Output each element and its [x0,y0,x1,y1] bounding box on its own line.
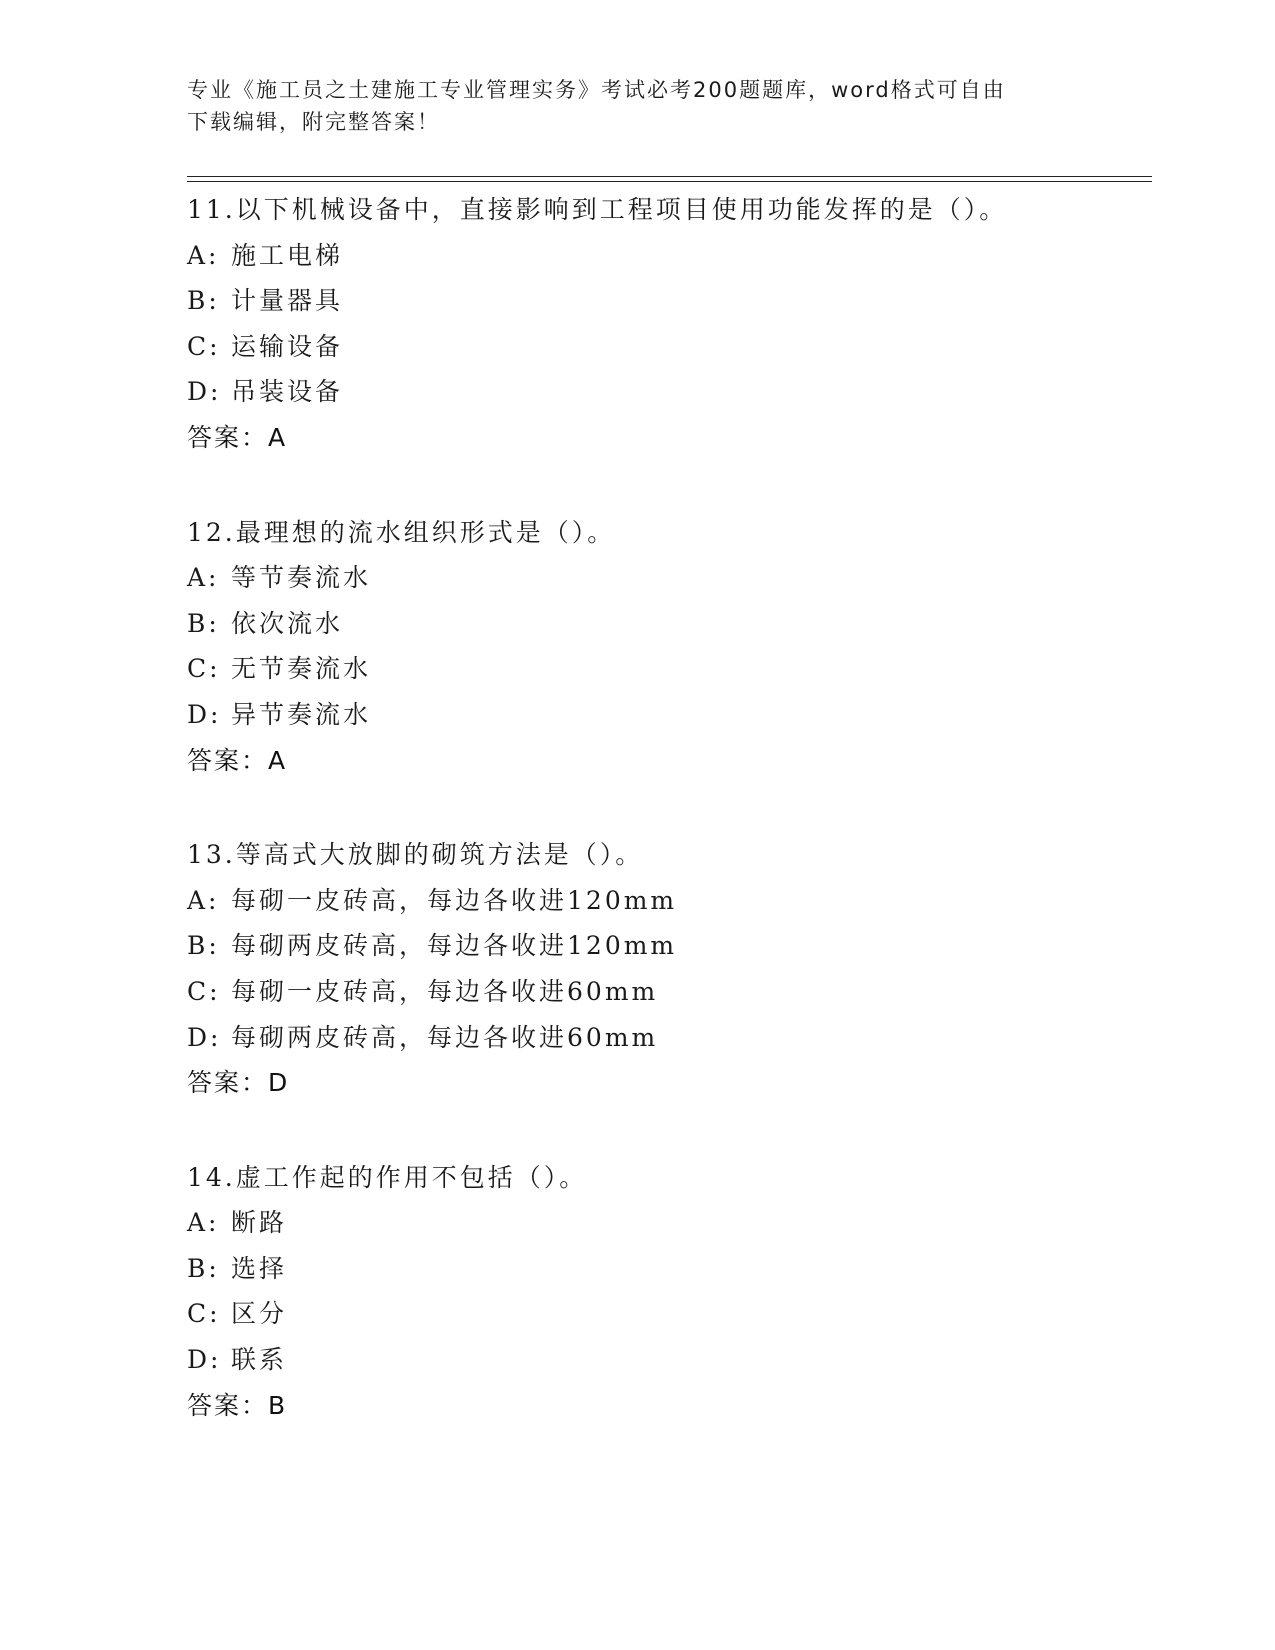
option-b [187,601,1147,647]
question-stem: 11.以下机械设备中，直接影响到工程项目使用功能发挥的是（）。 [187,195,1008,224]
option-label: C: [187,976,221,1006]
option-text: 等节奏流水 [231,563,372,593]
question-list [187,187,1147,1477]
option-label: C: [187,1299,221,1329]
option-text: 依次流水 [231,608,344,638]
option-text: 区分 [231,1299,288,1329]
question-stem: 13.等高式大放脚的砌筑方法是（）。 [187,840,644,870]
question-13 [187,832,1147,1106]
header-line-1: 专业《施工员之土建施工专业管理实务》考试必考200题题库，word格式可自由 [187,78,1006,102]
option-label: B: [187,931,220,961]
option-label: D: [187,377,222,407]
option-text: 断路 [231,1208,288,1238]
option-text: 异节奏流水 [231,699,372,729]
option-label: A: [187,1208,220,1238]
answer: 答案：A [187,422,288,452]
header-divider [187,176,1152,177]
option-d [187,369,1147,415]
option-b [187,1246,1147,1292]
option-label: D: [187,1345,222,1375]
option-c [187,1291,1147,1337]
option-label: D: [187,699,222,729]
option-label: C: [187,654,221,684]
answer: 答案：B [187,1390,288,1420]
question-stem: 14.虚工作起的作用不包括（）。 [187,1162,588,1192]
option-label: B: [187,286,220,316]
option-label: D: [187,1022,222,1052]
header-divider-secondary [187,181,1152,182]
option-a [187,878,1147,924]
question-14 [187,1155,1147,1429]
option-a [187,1200,1147,1246]
option-text: 每砌一皮砖高，每边各收进120mm [231,885,678,915]
option-text: 无节奏流水 [231,654,372,684]
option-text: 运输设备 [231,331,344,361]
option-b [187,923,1147,969]
option-label: A: [187,885,220,915]
answer: 答案：D [187,1068,290,1098]
option-c [187,324,1147,370]
option-text: 选择 [231,1253,288,1283]
option-b [187,278,1147,324]
question-12 [187,510,1147,784]
option-text: 计量器具 [231,286,344,316]
option-text: 施工电梯 [231,240,344,270]
option-label: B: [187,1253,220,1283]
option-label: C: [187,331,221,361]
option-c [187,969,1147,1015]
option-label: A: [187,240,220,270]
question-stem: 12.最理想的流水组织形式是（）。 [187,517,616,547]
option-label: A: [187,563,220,593]
option-d [187,692,1147,738]
header-line-2: 下载编辑，附完整答案！ [187,110,440,134]
option-a [187,555,1147,601]
option-label: B: [187,608,220,638]
option-text: 联系 [231,1345,288,1375]
option-text: 吊装设备 [231,377,344,407]
option-c [187,646,1147,692]
answer: 答案：A [187,745,288,775]
document-header [187,74,1067,138]
question-11 [187,187,1147,461]
option-text: 每砌两皮砖高，每边各收进60mm [231,1022,659,1052]
option-d [187,1015,1147,1061]
option-text: 每砌两皮砖高，每边各收进120mm [231,931,678,961]
option-text: 每砌一皮砖高，每边各收进60mm [231,976,659,1006]
option-a [187,233,1147,279]
option-d [187,1337,1147,1383]
